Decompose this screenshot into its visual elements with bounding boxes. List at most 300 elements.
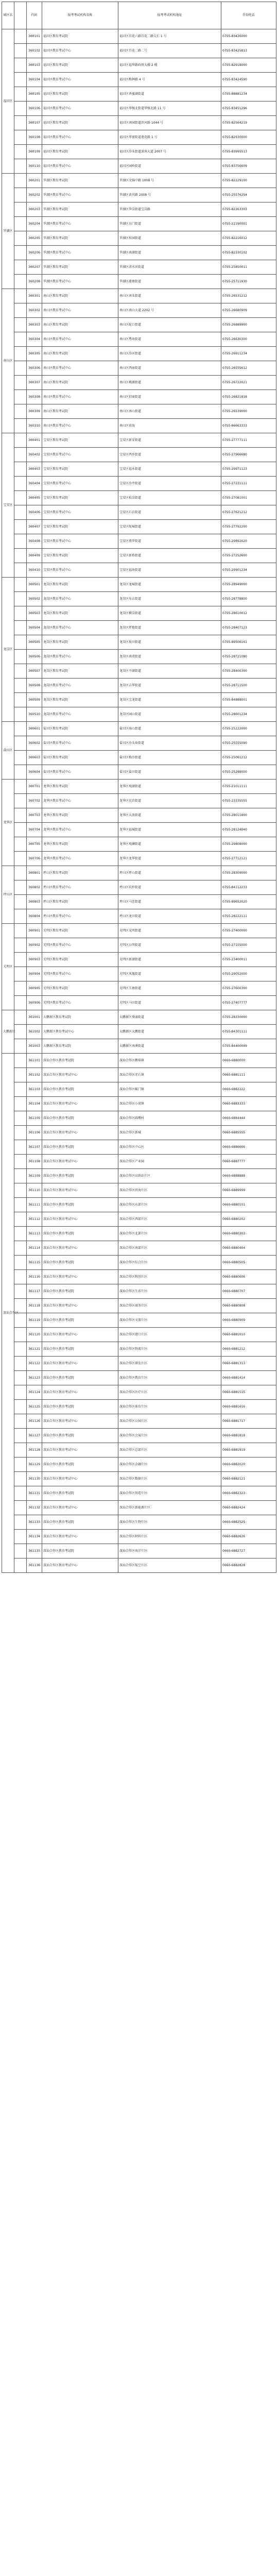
phone-cell: 0755-25061212: [221, 751, 276, 765]
code-cell: 361109: [27, 1169, 42, 1183]
table-row: [2, 44, 276, 58]
phone-cell: 0660-6884444: [221, 1111, 276, 1126]
code-cell: 361118: [27, 1299, 42, 1313]
office-name-cell: 深汕合作区教育考试院: [42, 1544, 118, 1558]
code-cell: 360409: [27, 549, 42, 563]
code-cell: 360408: [27, 534, 42, 549]
phone-cell: 0755-83426000: [221, 29, 276, 44]
table-row: [2, 1256, 276, 1270]
table-row: [2, 650, 276, 664]
spacer-cell: [14, 953, 27, 967]
spacer-cell: [14, 880, 27, 895]
code-cell: 360204: [27, 217, 42, 231]
phone-cell: 0755-82330102: [221, 246, 276, 260]
office-address-cell: 深汕合作区研发片区: [118, 1357, 221, 1371]
table-row: [2, 448, 276, 462]
office-address-cell: 南山区西丽街道: [118, 361, 221, 376]
office-address-cell: 光明区玉塘街道: [118, 981, 221, 996]
spacer-cell: [14, 635, 27, 650]
spacer-cell: [14, 1558, 27, 1573]
code-cell: 360203: [27, 202, 42, 217]
table-row: [2, 1198, 276, 1212]
phone-cell: 0755-27777111: [221, 433, 276, 448]
office-address-cell: 深汕合作区材料片区: [118, 1530, 221, 1544]
code-cell: 361128: [27, 1443, 42, 1458]
phone-cell: 0755-82216012: [221, 231, 276, 246]
spacer-cell: [14, 1429, 27, 1443]
office-address-cell: 罗湖区莲塘街道: [118, 275, 221, 289]
spacer-cell: [14, 1198, 27, 1212]
office-name-cell: 深汕合作区教育考试院: [42, 1515, 118, 1530]
code-cell: 360906: [27, 996, 42, 1010]
office-address-cell: 福田区南园街道滨河路 1044 号: [118, 116, 221, 130]
code-cell: 361104: [27, 1097, 42, 1111]
office-address-cell: 福田区梅林路 4 号: [118, 73, 221, 87]
table-row: [2, 1342, 276, 1357]
table-row: [2, 852, 276, 866]
office-address-cell: 大鹏新区南澳街道: [118, 1039, 221, 1054]
table-row: [2, 419, 276, 433]
code-cell: 360705: [27, 837, 42, 852]
code-cell: 360504: [27, 621, 42, 635]
code-cell: 361102: [27, 1068, 42, 1082]
office-name-cell: 大鹏新区教育考试院: [42, 1039, 118, 1054]
phone-cell: 0660-6881717: [221, 1414, 276, 1429]
phone-cell: 0755-83995513: [221, 145, 276, 159]
phone-cell: 0755-27600300: [221, 981, 276, 996]
code-cell: 361123: [27, 1371, 42, 1385]
spacer-cell: [14, 73, 27, 87]
table-row: [2, 938, 276, 953]
office-name-cell: 深汕合作区教育考试院: [42, 1227, 118, 1241]
phone-cell: 0755-28400300: [221, 664, 276, 679]
office-name-cell: 深汕合作区教育考试中心: [42, 1328, 118, 1342]
spacer-cell: [14, 779, 27, 794]
office-address-cell: 深汕合作区中心区: [118, 1140, 221, 1155]
code-cell: 360310: [27, 419, 42, 433]
office-name-cell: 宝安区教育考试院: [42, 462, 118, 477]
office-name-cell: 罗湖区教育考试中心: [42, 217, 118, 231]
table-row: [2, 491, 276, 505]
office-address-cell: 深汕合作区新城: [118, 1126, 221, 1140]
spacer-cell: [14, 1256, 27, 1270]
code-cell: 361112: [27, 1212, 42, 1227]
phone-cell: 0755-27155000: [221, 938, 276, 953]
office-address-cell: 龙华区观澜街道: [118, 837, 221, 852]
office-address-cell: 深汕合作区鲘门镇: [118, 1082, 221, 1097]
office-address-cell: 深汕合作区鹅埠镇: [118, 1054, 221, 1068]
phone-cell: 0755-28330000: [221, 1010, 276, 1025]
table-row: [2, 1313, 276, 1328]
office-name-cell: 南山区教育考试院: [42, 289, 118, 303]
table-row: [2, 866, 276, 880]
phone-cell: 0755-26555612: [221, 361, 276, 376]
office-name-cell: 深汕合作区教育考试中心: [42, 1530, 118, 1544]
table-row: [2, 1140, 276, 1155]
code-cell: 360208: [27, 275, 42, 289]
office-address-cell: 深汕合作区高铁站片区: [118, 1169, 221, 1183]
office-name-cell: 南山区教育考试院: [42, 347, 118, 361]
code-cell: 360103: [27, 58, 42, 73]
office-address-cell: 深汕合作区体育片区: [118, 1400, 221, 1414]
spacer-cell: [14, 794, 27, 808]
spacer-cell: [14, 1212, 27, 1227]
spacer-cell: [14, 1515, 27, 1530]
office-name-cell: 宝安区教育考试院: [42, 520, 118, 534]
office-name-cell: 福田区教育考试院: [42, 87, 118, 101]
code-cell: 360207: [27, 260, 42, 275]
table-row: [2, 101, 276, 116]
table-row: [2, 433, 276, 448]
office-name-cell: 龙华区教育考试院: [42, 837, 118, 852]
code-cell: 361115: [27, 1256, 42, 1270]
office-name-cell: 福田区教育考试中心: [42, 73, 118, 87]
code-cell: 360704: [27, 823, 42, 837]
phone-cell: 0755-84112233: [221, 880, 276, 895]
office-address-cell: 罗湖区桂园街道: [118, 231, 221, 246]
spacer-cell: [14, 347, 27, 361]
office-name-cell: 宝安区教育考试中心: [42, 448, 118, 462]
district-cell: 盐田区: [2, 722, 14, 779]
phone-cell: 0660-6881818: [221, 1429, 276, 1443]
office-name-cell: 深汕合作区教育考试中心: [42, 1155, 118, 1169]
office-name-cell: 光明区教育考试院: [42, 953, 118, 967]
phone-cell: 0660-6880303: [221, 1227, 276, 1241]
district-cell: 坪山区: [2, 866, 14, 924]
phone-cell: 0660-6882020: [221, 1458, 276, 1472]
office-address-cell: 龙华区大浪街道: [118, 808, 221, 823]
office-address-cell: 南山区前海: [118, 419, 221, 433]
office-address-cell: 福田区沙头街道深南大道 2007 号: [118, 145, 221, 159]
office-address-cell: 龙岗区宝龙街道: [118, 693, 221, 707]
code-cell: 361129: [27, 1458, 42, 1472]
code-cell: 360905: [27, 981, 42, 996]
spacer-cell: [14, 736, 27, 751]
code-cell: 360202: [27, 188, 42, 202]
spacer-cell: [14, 1414, 27, 1429]
spacer-cell: [14, 1458, 27, 1472]
phone-cell: 0755-28309000: [221, 866, 276, 880]
office-name-cell: 深汕合作区教育考试中心: [42, 1414, 118, 1429]
office-name-cell: 深汕合作区教育考试院: [42, 1371, 118, 1385]
table-row: [2, 606, 276, 621]
office-address-cell: 深汕合作区生物片区: [118, 1515, 221, 1530]
office-name-cell: 深汕合作区教育考试院: [42, 1256, 118, 1270]
table-row: [2, 73, 276, 87]
office-name-cell: 深汕合作区教育考试中心: [42, 1212, 118, 1227]
spacer-cell: [14, 722, 27, 736]
phone-cell: 0660-6882323: [221, 1486, 276, 1501]
office-address-cell: 大鹏新区大鹏街道: [118, 1025, 221, 1039]
table-row: [2, 145, 276, 159]
code-cell: 360804: [27, 909, 42, 924]
code-cell: 360302: [27, 303, 42, 318]
phone-cell: 0660-6882424: [221, 1501, 276, 1515]
phone-cell: 0755-89506161: [221, 635, 276, 650]
office-name-cell: 深汕合作区教育考试院: [42, 1140, 118, 1155]
table-row: [2, 534, 276, 549]
office-name-cell: 龙华区教育考试院: [42, 779, 118, 794]
office-name-cell: 盐田区教育考试中心: [42, 765, 118, 779]
office-name-cell: 光明区教育考试中心: [42, 967, 118, 981]
phone-cell: 0755-82564219: [221, 116, 276, 130]
table-row: [2, 1501, 276, 1515]
office-name-cell: 宝安区教育考试院: [42, 491, 118, 505]
code-cell: 360405: [27, 491, 42, 505]
table-row: [2, 549, 276, 563]
office-name-cell: 罗湖区教育考试院: [42, 202, 118, 217]
office-address-cell: 深汕合作区小漠镇: [118, 1097, 221, 1111]
office-name-cell: 深汕合作区教育考试院: [42, 1400, 118, 1414]
spacer-cell: [14, 1097, 27, 1111]
office-address-cell: 盐田区梅沙街道: [118, 751, 221, 765]
code-cell: 361117: [27, 1284, 42, 1299]
code-cell: 360406: [27, 505, 42, 520]
table-row: [2, 1111, 276, 1126]
phone-cell: 0755-29892020: [221, 534, 276, 549]
office-address-cell: 福田区百花六路百花二路交汇 1 号: [118, 29, 221, 44]
office-name-cell: 深汕合作区教育考试中心: [42, 1558, 118, 1573]
code-cell: 360702: [27, 794, 42, 808]
table-row: [2, 1486, 276, 1501]
spacer-cell: [14, 174, 27, 188]
code-cell: 361001: [27, 1010, 42, 1025]
office-name-cell: 坪山区教育考试院: [42, 895, 118, 909]
office-name-cell: 深汕合作区教育考试院: [42, 1284, 118, 1299]
phone-cell: 0755-28011800: [221, 808, 276, 823]
header-row: [2, 2, 276, 29]
office-name-cell: 深汕合作区教育考试院: [42, 1429, 118, 1443]
table-row: [2, 1371, 276, 1385]
spacer-cell: [14, 1313, 27, 1328]
header-cell-phone: 咨询电话: [221, 2, 276, 29]
table-body: [2, 29, 276, 1573]
phone-cell: 0755-83424590: [221, 73, 276, 87]
table-row: [2, 635, 276, 650]
spacer-cell: [14, 1328, 27, 1342]
table-row: [2, 477, 276, 491]
code-cell: 361108: [27, 1155, 42, 1169]
office-address-cell: 光明区凤凰街道: [118, 967, 221, 981]
office-name-cell: 深汕合作区教育考试院: [42, 1054, 118, 1068]
spacer-cell: [14, 491, 27, 505]
code-cell: 361003: [27, 1039, 42, 1054]
office-name-cell: 光明区教育考试中心: [42, 996, 118, 1010]
spacer-cell: [14, 751, 27, 765]
code-cell: 360303: [27, 318, 42, 332]
table-row: [2, 1212, 276, 1227]
office-address-cell: 南山区招商街道: [118, 390, 221, 404]
table-row: [2, 462, 276, 477]
code-cell: 361107: [27, 1140, 42, 1155]
phone-cell: 0755-29971123: [221, 462, 276, 477]
office-name-cell: 南山区教育考试中心: [42, 419, 118, 433]
spacer-cell: [14, 852, 27, 866]
spacer-cell: [14, 534, 27, 549]
office-name-cell: 坪山区教育考试院: [42, 866, 118, 880]
office-address-cell: 宝安区松岗街道: [118, 491, 221, 505]
table-row: [2, 679, 276, 693]
spacer-cell: [14, 1342, 27, 1357]
phone-cell: 0755-88881234: [221, 87, 276, 101]
phone-cell: 0755-84888001: [221, 693, 276, 707]
code-cell: 360102: [27, 44, 42, 58]
phone-cell: 0755-26911234: [221, 347, 276, 361]
table-row: [2, 505, 276, 520]
spacer-cell: [14, 130, 27, 145]
table-row: [2, 1025, 276, 1039]
code-cell: 360309: [27, 404, 42, 419]
code-cell: 360106: [27, 101, 42, 116]
table-row: [2, 289, 276, 303]
table-row: [2, 1284, 276, 1299]
code-cell: 361114: [27, 1241, 42, 1256]
office-address-cell: 南山区南山街道: [118, 404, 221, 419]
phone-cell: 0755-25555090: [221, 736, 276, 751]
spacer-cell: [14, 1126, 27, 1140]
office-address-cell: 南山区南头街道: [118, 289, 221, 303]
office-address-cell: 深汕合作区滨海片区: [118, 1183, 221, 1198]
phone-cell: 0755-25288000: [221, 765, 276, 779]
office-address-cell: 宝安区西乡街道: [118, 448, 221, 462]
phone-cell: 0660-6882727: [221, 1544, 276, 1558]
table-row: [2, 390, 276, 404]
code-cell: 360301: [27, 289, 42, 303]
office-address-cell: 罗湖区南湖街道: [118, 246, 221, 260]
spacer-cell: [14, 303, 27, 318]
table-row: [2, 1414, 276, 1429]
office-name-cell: 宝安区教育考试院: [42, 433, 118, 448]
header-cell-district: 城区名: [2, 2, 14, 29]
spacer-cell: [14, 549, 27, 563]
spacer-cell: [14, 1025, 27, 1039]
table-row: [2, 1400, 276, 1414]
code-cell: 360107: [27, 116, 42, 130]
office-address-cell: 深汕合作区南部片区: [118, 1241, 221, 1256]
office-name-cell: 龙华区教育考试中心: [42, 823, 118, 837]
table-row: [2, 58, 276, 73]
phone-cell: 0755-23335555: [221, 794, 276, 808]
spacer-cell: [14, 621, 27, 635]
office-name-cell: 盐田区教育考试院: [42, 751, 118, 765]
code-cell: 360706: [27, 852, 42, 866]
table-row: [2, 1429, 276, 1443]
code-cell: 360304: [27, 332, 42, 347]
code-cell: 361101: [27, 1054, 42, 1068]
phone-cell: 0660-6882525: [221, 1515, 276, 1530]
office-name-cell: 深汕合作区教育考试中心: [42, 1357, 118, 1371]
office-address-cell: 深汕合作区数据片区: [118, 1472, 221, 1486]
table-row: [2, 996, 276, 1010]
phone-cell: 0755-82930000: [221, 130, 276, 145]
code-cell: 360407: [27, 520, 42, 534]
office-name-cell: 罗湖区教育考试中心: [42, 275, 118, 289]
table-row: [2, 361, 276, 376]
table-row: [2, 246, 276, 260]
office-name-cell: 龙岗区教育考试院: [42, 693, 118, 707]
spacer-cell: [14, 1068, 27, 1082]
office-address-cell: 坪山区坑梓街道: [118, 880, 221, 895]
table-row: [2, 1472, 276, 1486]
phone-cell: 0755-29808000: [221, 837, 276, 852]
office-address-cell: 龙岗区园山街道: [118, 707, 221, 722]
spacer-cell: [14, 1039, 27, 1054]
spacer-cell: [14, 101, 27, 116]
code-cell: 361134: [27, 1530, 42, 1544]
table-row: [2, 1010, 276, 1025]
phone-cell: 0660-6880606: [221, 1270, 276, 1284]
spacer-cell: [14, 1400, 27, 1414]
code-cell: 360109: [27, 145, 42, 159]
spacer-cell: [14, 1054, 27, 1068]
code-cell: 360501: [27, 578, 42, 592]
code-cell: 360402: [27, 448, 42, 462]
spacer-cell: [14, 1270, 27, 1284]
phone-cell: 0755-82263303: [221, 202, 276, 217]
office-name-cell: 罗湖区教育考试院: [42, 174, 118, 188]
table-row: [2, 1068, 276, 1082]
office-address-cell: 深汕合作区北部片区: [118, 1227, 221, 1241]
spacer-cell: [14, 1241, 27, 1256]
table-row: [2, 837, 276, 852]
office-address-cell: 龙华区龙华街道: [118, 852, 221, 866]
phone-cell: 0660-6888888: [221, 1169, 276, 1183]
spacer-cell: [14, 419, 27, 433]
spacer-cell: [14, 938, 27, 953]
code-cell: 360701: [27, 779, 42, 794]
office-address-cell: 深汕合作区金融片区: [118, 1458, 221, 1472]
phone-cell: 0660-6886666: [221, 1140, 276, 1155]
office-name-cell: 盐田区教育考试中心: [42, 736, 118, 751]
code-cell: 361136: [27, 1558, 42, 1573]
spacer-cell: [14, 909, 27, 924]
office-name-cell: 罗湖区教育考试中心: [42, 188, 118, 202]
office-address-cell: 坪山区马峦街道: [118, 895, 221, 909]
office-name-cell: 深汕合作区教育考试院: [42, 1313, 118, 1328]
spacer-cell: [14, 1357, 27, 1371]
office-address-cell: 光明区新湖街道: [118, 953, 221, 967]
phone-cell: 0660-6881212: [221, 1342, 276, 1357]
code-cell: 360403: [27, 462, 42, 477]
code-cell: 360206: [27, 246, 42, 260]
table-row: [2, 188, 276, 202]
office-address-cell: 罗湖区东门街道: [118, 217, 221, 231]
district-cell: 罗湖区: [2, 174, 14, 289]
office-name-cell: 大鹏新区教育考试中心: [42, 1025, 118, 1039]
table-row: [2, 924, 276, 938]
spacer-cell: [14, 1443, 27, 1458]
phone-cell: 0755-27231111: [221, 477, 276, 491]
spacer-cell: [14, 1183, 27, 1198]
office-name-cell: 深汕合作区教育考试中心: [42, 1385, 118, 1400]
phone-cell: 0755-26889900: [221, 318, 276, 332]
office-name-cell: 福田区教育考试中心: [42, 44, 118, 58]
code-cell: 360505: [27, 635, 42, 650]
code-cell: 360507: [27, 664, 42, 679]
phone-cell: 0660-6882828: [221, 1558, 276, 1573]
code-cell: 361130: [27, 1472, 42, 1486]
spacer-cell: [14, 650, 27, 664]
district-cell: 龙华区: [2, 779, 14, 866]
code-cell: 360306: [27, 361, 42, 376]
office-name-cell: 宝安区教育考试中心: [42, 477, 118, 491]
office-name-cell: 坪山区教育考试中心: [42, 880, 118, 895]
office-address-cell: 宝安区新桥街道: [118, 549, 221, 563]
office-name-cell: 深汕合作区教育考试院: [42, 1169, 118, 1183]
code-cell: 361127: [27, 1429, 42, 1443]
code-cell: 360903: [27, 953, 42, 967]
office-name-cell: 深汕合作区教育考试中心: [42, 1126, 118, 1140]
